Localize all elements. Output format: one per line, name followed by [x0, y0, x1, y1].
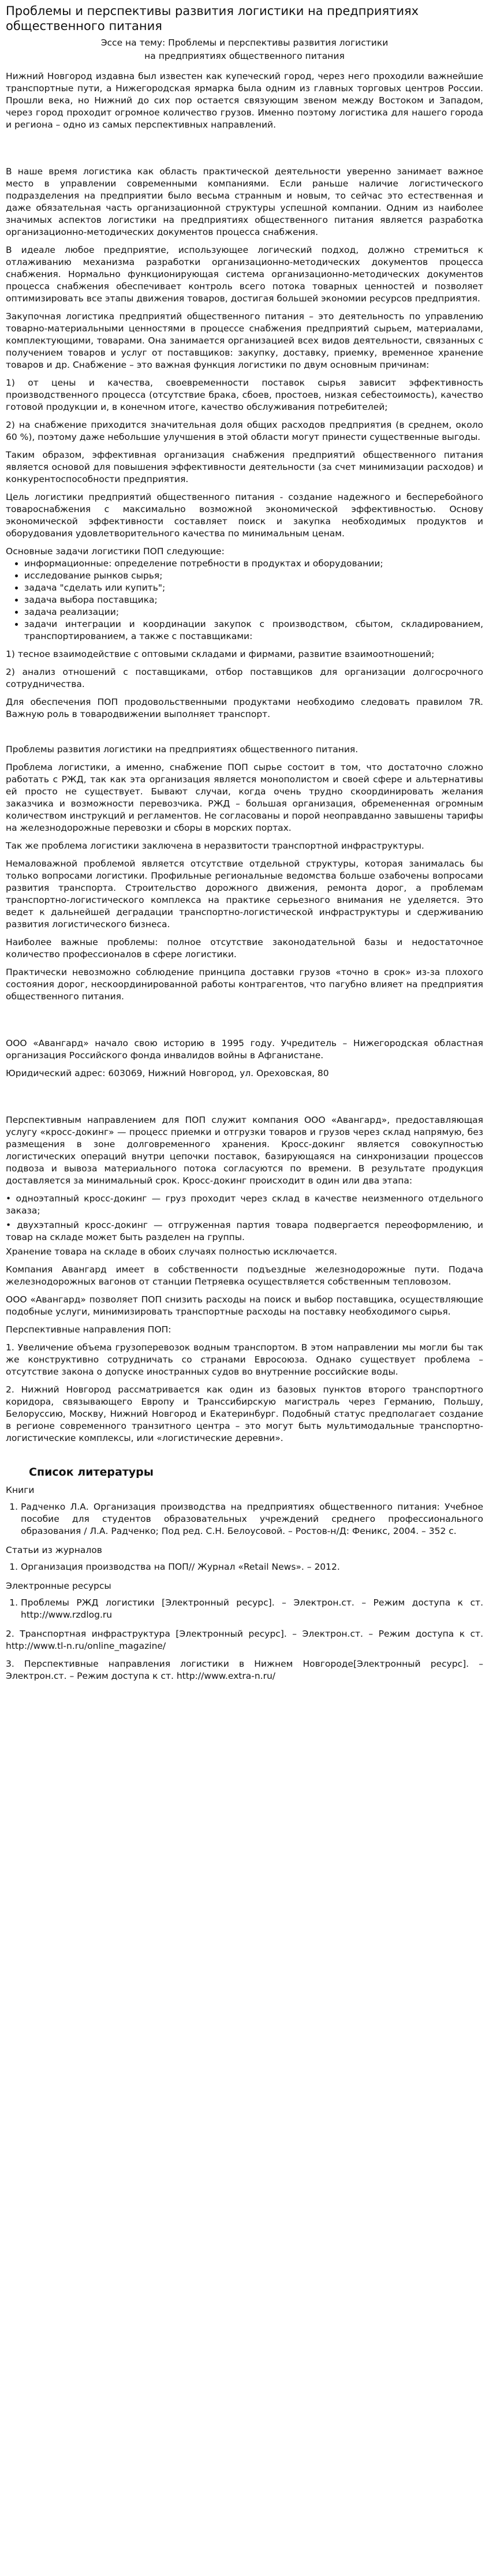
paragraph-cross-docking: Перспективным направлением для ПОП служит компания ООО «Авангард», предоставляющая услугу «кросс-докинг» — процесс приемки и отгрузки товаров и грузов через склад напрямую, без размещения в зоне долговременного хранения. Кросс-докинг является совокупностью логистических операций внутри цепочки поставок, базирующаяся на синхронизации процессов подвоза и вывоза материального потока согласуются по времени. В результате продукция доставляется за минимальный срок. Кросс-докинг происходит в один или два этапа: — [6, 1115, 483, 1186]
paragraph-just-in-time: Практически невозможно соблюдение принципа доставки грузов «точно в срок» из-за плохого состояния дорог, нескоординированной работы контрагентов, что пагубно влияет на предприятия общественного питания. — [6, 967, 483, 1002]
bibliography-title: Список литературы — [29, 1466, 154, 1479]
paragraph-rzd-problem: Проблема логистики, а именно, снабжение ПОП сырье состоит в том, что достаточно сложно работать с РЖД, так как эта организация является монополистом и своей сфере и альтернативы ей просто не существует. Бывают случаи, когда очень трудно скоординировать желания заказчика и возможности перевозчика. РЖД – большая организация, обремененная огромным количеством инструкций и регламентов. Не согласованы и порой неоправданно завышены тарифы на железнодорожные перевозки и сборы в морских портах. — [6, 762, 483, 833]
list-item: 1. Проблемы РЖД логистики [Электронный ресурс]. – Электрон.ст. – Режим доступа к ст. http://www.rzdlog.ru — [21, 1597, 483, 1621]
essay-subtitle-line2: на предприятиях общественного питания — [144, 51, 345, 61]
paragraph-interaction-1: 1) тесное взаимодействие с оптовыми складами и фирмами, развитие взаимоотношений; — [6, 649, 435, 659]
list-item: • задачи интеграции и координации закупок с производством, сбытом, складированием, транспортированием, а также с поставщиками: — [24, 618, 483, 643]
tasks-list — [6, 558, 483, 643]
paragraph-goal: Цель логистики предприятий общественного питания - создание надежного и бесперебойного товароснабжения с максимально возможной экономической эффективностью. Основу экономической эффективности составляет поиск и закупка необходимых продуктов и оборудования удовлетворительного качества по минимальным ценам. — [6, 492, 483, 539]
paragraph-direction-2: 2. Нижний Новгород рассматривается как один из базовых пунктов второго транспортного коридора, связывающего Европу и Транссибирскую магистраль через Германию, Польшу, Белоруссию, Москву, Нижний Новгород и Екатеринбург. Подобный статус предполагает создание в регионе современного транзитного центра – это могут быть мультимодальные транспортно-логистические комплексы, или «логистические деревни». — [6, 1384, 483, 1443]
bibliography-electronic-item-2: 2. Транспортная инфраструктура [Электронный ресурс]. – Электрон.ст. – Режим доступа к ст. http://www.tl-n.ru/online_magazine/ — [6, 1629, 483, 1651]
paragraph-directions-heading: Перспективные направления ПОП: — [6, 1324, 171, 1335]
paragraph-avangard-benefits: ООО «Авангард» позволяет ПОП снизить расходы на поиск и выбор поставщика, осуществляющие подобные услуги, минимизировать транспортные расходы на поставку необходимого сырья. — [6, 1294, 483, 1317]
bibliography-electronic-item-3: 3. Перспективные направления логистики в Нижнем Новгороде[Электронный ресурс]. – Электрон.ст. – Режим доступа к ст. http://www.extra-n.ru/ — [6, 1659, 483, 1681]
paragraph-storage-excluded: Хранение товара на складе в обоих случаях полностью исключается. — [6, 1246, 337, 1257]
paragraph-two-stage: • двухэтапный кросс-докинг — отгруженная партия товара подвергается переоформлению, и товар на складе может быть разделен на группы. — [6, 1220, 483, 1242]
bibliography-journals-heading: Статьи из журналов — [6, 1545, 102, 1555]
paragraph-7r: Для обеспечения ПОП продовольственными продуктами необходимо следовать правилом 7R. Важную роль в товародвижении выполняет транспорт. — [6, 697, 483, 719]
bibliography-electronic-list — [6, 1597, 483, 1621]
paragraph-procurement: Закупочная логистика предприятий общественного питания – это деятельность по управлению товарно-материальными ценностями в процессе снабжения предприятий сырьем, материалами, комплектующими, товарами. Она занимается организацией всех видов деятельности, связанных с получением товаров и услуг от поставщиков: закупку, доставку, приемку, временное хранение товаров и др. Снабжение – это важная функция логистики по двум основным причинам: — [6, 311, 483, 370]
paragraph-rail-tracks: Компания Авангард имеет в собственности подъездные железнодорожные пути. Подача железнодорожных вагонов от станции Петряевка осуществляется собственным тепловозом. — [6, 1264, 483, 1287]
tasks-heading: Основные задачи логистики ПОП следующие: — [6, 546, 225, 557]
essay-subtitle: Эссе на тему: Проблемы и перспективы развития логистики — [100, 38, 389, 48]
bibliography-books-list — [6, 1501, 483, 1537]
paragraph-conclusion: Таким образом, эффективная организация снабжения предприятий общественного питания является основой для повышения эффективности деятельности (за счет минимизации расходов) и конкурентоспособности предприятия. — [6, 450, 483, 484]
paragraph-interaction-2: 2) анализ отношений с поставщиками, отбор поставщиков для организации долгосрочного сотрудничества. — [6, 667, 483, 689]
list-item: • задача выбора поставщика; — [24, 594, 483, 606]
list-item: • информационные: определение потребности в продуктах и оборудовании; — [24, 558, 483, 570]
document-title: Проблемы и перспективы развития логистики на предприятиях общественного питания — [6, 4, 419, 33]
paragraph-key-problems: Наиболее важные проблемы: полное отсутствие законодательной базы и недостаточное количество профессионалов в сфере логистики. — [6, 937, 483, 960]
list-item: 1. Организация производства на ПОП// Журнал «Retail News». – 2012. — [21, 1561, 483, 1573]
list-item: • задача "сделать или купить"; — [24, 582, 483, 594]
list-item: 1. Радченко Л.А. Организация производства на предприятиях общественного питания: Учебное пособие для студентов образовательных учреждений среднего профессионального образования / Л.А. Радченко; Под ред. С.Н. Белоусовой. – Ростов-н/Д: Феникс, 2004. – 352 с. — [21, 1501, 483, 1537]
paragraph-intro: Нижний Новгород издавна был известен как купеческий город, через него проходили важнейшие транспортные пути, а Нижегородская ярмарка была одним из главных торговых центров России. Прошли века, но Нижний до сих пор остается связующим звеном между Востоком и Западом, через город проходит огромное количество грузов. Именно поэтому логистика для нашего города и региона – одно из самых перспективных направлений. — [6, 71, 483, 130]
paragraph-reason-2: 2) на снабжение приходится значительная доля общих расходов предприятия (в среднем, около 60 %), поэтому даже небольшие улучшения в этой области могут принести существенные выгоды. — [6, 420, 483, 442]
paragraph-logistics-role: В наше время логистика как область практической деятельности уверенно занимает важное место в управлении современными компаниями. Если раньше наличие логистического подразделения на предприятии было весьма странным и новым, то сейчас это естественная и даже обязательная часть организационной структуры успешной компании. Одним из наиболее значимых аспектов логистики на предприятиях общественного питания является разработка организационно-методических документов процесса снабжения. — [6, 166, 483, 237]
paragraph-direction-1: 1. Увеличение объема грузоперевозок водным транспортом. В этом направлении мы могли бы так же конструктивно сотрудничать со странами Евросоюза. Однако существует проблема – отсутствие закона о допуске иностранных судов во внутренние российские воды. — [6, 1342, 483, 1377]
section-heading-problems: Проблемы развития логистики на предприятиях общественного питания. — [6, 744, 359, 755]
bibliography-electronic-heading: Электронные ресурсы — [6, 1581, 111, 1591]
list-item: • задача реализации; — [24, 606, 483, 618]
paragraph-ideal-enterprise: В идеале любое предприятие, использующее логический подход, должно стремиться к отлаживанию механизма разработки организационно-методических документов процесса снабжения. Нормально функционирующая система организационно-методических документов процесса снабжения обеспечивает контроль всего потока товарных ценностей и позволяет оптимизировать все этапы движения товаров, достигая большей экономии ресурсов предприятия. — [6, 245, 483, 304]
paragraph-reason-1: 1) от цены и качества, своевременности поставок сырья зависит эффективность производственного процесса (отсутствие брака, сбоев, простоев, низкая себестоимость), качество готовой продукции и, в конечном итоге, качество обслуживания потребителей; — [6, 378, 483, 412]
list-item: • исследование рынков сырья; — [24, 570, 483, 582]
paragraph-legal-address: Юридический адрес: 603069, Нижний Новгород, ул. Ореховская, 80 — [6, 1068, 329, 1078]
paragraph-avangard-history: ООО «Авангард» начало свою историю в 1995 году. Учредитель – Нижегородская областная организация Российского фонда инвалидов войны в Афганистане. — [6, 1038, 483, 1061]
paragraph-one-stage: • одноэтапный кросс-докинг — груз проходит через склад в качестве неизменного отдельного заказа; — [6, 1193, 483, 1216]
paragraph-infrastructure: Так же проблема логистики заключена в неразвитости транспортной инфраструктуры. — [6, 841, 424, 851]
bibliography-books-heading: Книги — [6, 1485, 35, 1495]
paragraph-structure-problem: Немаловажной проблемой является отсутствие отдельной структуры, которая занималась бы только вопросами логистики. Профильные региональные ведомства больше озабочены вопросами развития транспорта. Строительство дорожного движения, ремонта дорог, а проблемам транспортно-логистического комплекса на практике серьезного внимания не уделяется. Это ведет к дальнейшей деградации транспортно-логистической инфраструктуры и сдерживанию развития логистического бизнеса. — [6, 858, 483, 929]
bibliography-journals-list — [6, 1561, 483, 1573]
